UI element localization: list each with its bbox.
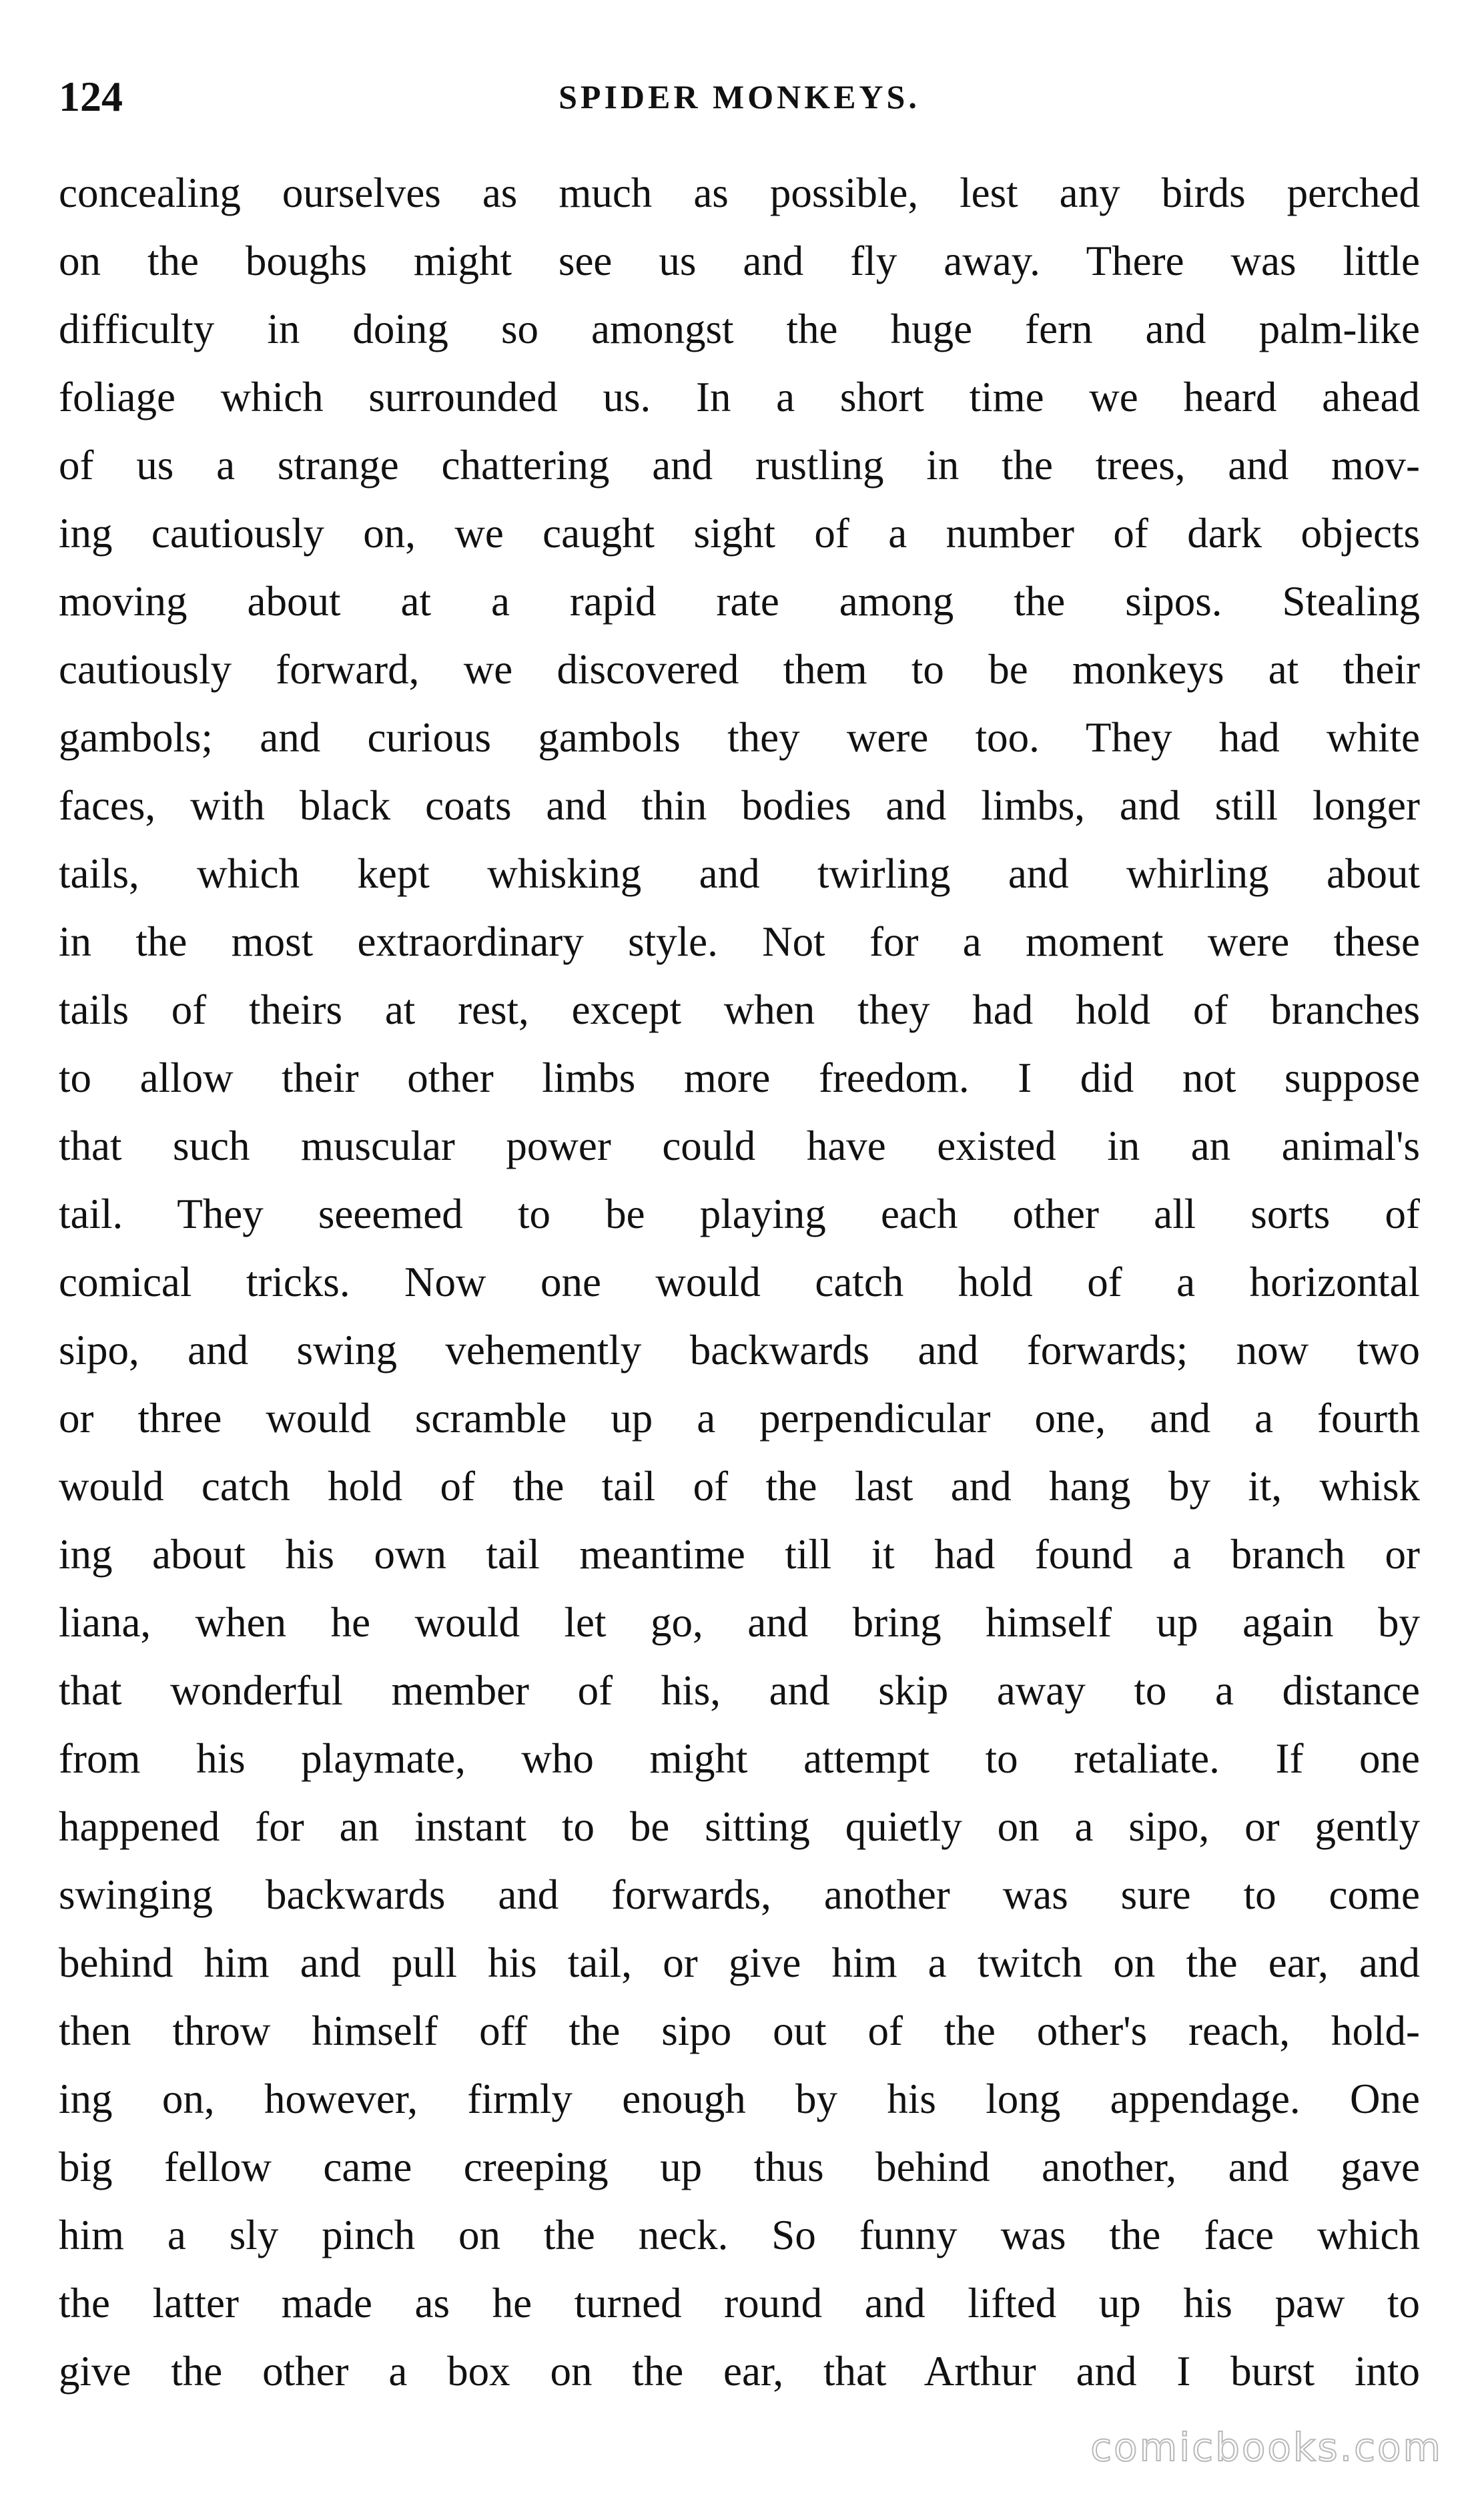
text-line: behind him and pull his tail, or give him a twitch on the ear, and xyxy=(59,1939,1420,1986)
text-line: or three would scramble up a perpendicular one, and a fourth xyxy=(59,1395,1420,1442)
page-header xyxy=(59,67,1420,127)
page-number: 124 xyxy=(59,73,123,120)
running-head: SPIDER MONKEYS. xyxy=(559,78,920,115)
text-line: him a sly pinch on the neck. So funny was the face which xyxy=(59,2212,1420,2258)
text-line: would catch hold of the tail of the last and hang by it, whisk xyxy=(59,1463,1420,1510)
text-line: happened for an instant to be sitting quietly on a sipo, or gently xyxy=(59,1803,1420,1850)
text-line: in the most extraordinary style. Not for a moment were these xyxy=(59,918,1420,965)
text-line: ing on, however, firmly enough by his long appendage. One xyxy=(59,2076,1420,2122)
text-line: that such muscular power could have existed in an animal's xyxy=(59,1123,1420,1169)
text-line: from his playmate, who might attempt to retaliate. If one xyxy=(59,1735,1420,1782)
text-line: that wonderful member of his, and skip away to a distance xyxy=(59,1667,1420,1714)
text-line: tails of theirs at rest, except when they had hold of branches xyxy=(59,986,1420,1033)
text-line: cautiously forward, we discovered them to be monkeys at their xyxy=(59,646,1420,693)
text-line: foliage which surrounded us. In a short time we heard ahead xyxy=(59,374,1420,420)
text-line: ing about his own tail meantime till it had found a branch or xyxy=(59,1531,1420,1578)
text-line: comical tricks. Now one would catch hold of a horizontal xyxy=(59,1259,1420,1305)
text-line: tails, which kept whisking and twirling and whirling about xyxy=(59,850,1420,897)
body-text xyxy=(59,159,1420,2405)
text-line: of us a strange chattering and rustling in the trees, and mov- xyxy=(59,442,1420,489)
text-line: then throw himself off the sipo out of the other's reach, hold- xyxy=(59,2007,1420,2054)
watermark: comicbooks.com xyxy=(1090,2425,1443,2470)
text-line: faces, with black coats and thin bodies and limbs, and still longer xyxy=(59,782,1420,829)
text-line: swinging backwards and forwards, another was sure to come xyxy=(59,1871,1420,1918)
text-line: liana, when he would let go, and bring himself up again by xyxy=(59,1599,1420,1646)
text-line: concealing ourselves as much as possible, lest any birds perched xyxy=(59,170,1420,216)
text-line: to allow their other limbs more freedom. I did not suppose xyxy=(59,1054,1420,1101)
text-line: moving about at a rapid rate among the sipos. Stealing xyxy=(59,578,1420,625)
text-line: tail. They seeemed to be playing each other all sorts of xyxy=(59,1191,1420,1237)
text-line: on the boughs might see us and fly away. There was little xyxy=(59,238,1420,284)
text-line: gambols; and curious gambols they were too. They had white xyxy=(59,714,1420,761)
text-line: difficulty in doing so amongst the huge fern and palm-like xyxy=(59,306,1420,352)
text-line: the latter made as he turned round and lifted up his paw to xyxy=(59,2280,1420,2326)
text-line: sipo, and swing vehemently backwards and forwards; now two xyxy=(59,1327,1420,1373)
text-line: ing cautiously on, we caught sight of a number of dark objects xyxy=(59,510,1420,557)
text-line: give the other a box on the ear, that Arthur and I burst into xyxy=(59,2348,1420,2395)
text-line: big fellow came creeping up thus behind another, and gave xyxy=(59,2144,1420,2190)
